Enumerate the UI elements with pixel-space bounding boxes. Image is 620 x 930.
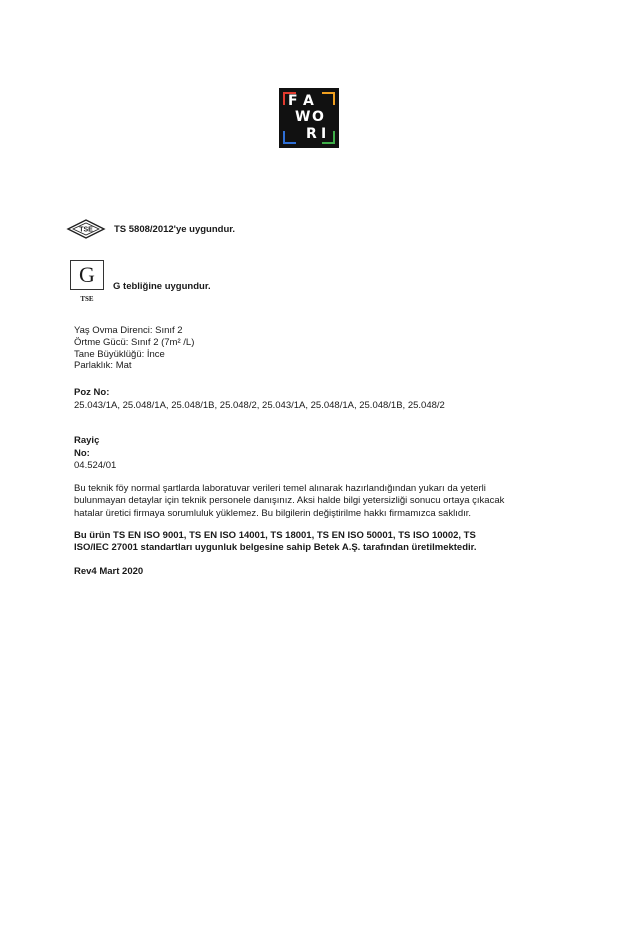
g-mark-letter: G — [79, 262, 95, 287]
rayic-heading-line: No: — [74, 447, 90, 459]
poz-heading: Poz No: — [74, 387, 110, 398]
g-mark-caption: TSE — [80, 295, 94, 303]
revision-label: Rev4 Mart 2020 — [74, 566, 144, 577]
property-line: Yaş Ovma Direnci: Sınıf 2 — [74, 325, 183, 336]
properties-list — [74, 325, 194, 372]
fawori-logo — [279, 88, 339, 148]
g-mark — [70, 260, 104, 290]
tse-logo-icon — [66, 217, 106, 241]
rayic-heading — [74, 435, 99, 460]
tse-compliance-line — [66, 216, 235, 242]
tse-logo-text: TSE — [79, 226, 93, 234]
disclaimer-line: Bu teknik föy normal şartlarda laboratuvar verileri temel alınarak hazırlandığından yukarı da yeterli — [74, 483, 486, 494]
logo-letter: O — [312, 109, 324, 125]
poz-value: 25.043/1A, 25.048/1A, 25.048/1B, 25.048/2, 25.043/1A, 25.048/1A, 25.048/1B, 25.048/2 — [74, 400, 445, 411]
tse-compliance-text: TS 5808/2012'ye uygundur. — [114, 223, 236, 235]
certification-line: ISO/IEC 27001 standartları uygunluk belgesine sahip Betek A.Ş. tarafından üretilmektedir. — [74, 542, 477, 554]
property-line: Örtme Gücü: Sınıf 2 (7m² /L) — [74, 336, 195, 348]
disclaimer-line: hatalar üretici firmaya sorumluluk yüklemez. Bu bilgilerin değiştirilme hakkı firmamızca saklıdır. — [74, 507, 472, 519]
certification-line: Bu ürün TS EN ISO 9001, TS EN ISO 14001, TS 18001, TS EN ISO 50001, TS ISO 10002, TS — [74, 530, 476, 541]
logo-letter: A — [303, 93, 314, 109]
disclaimer-line: bulunmayan detaylar için teknik personele danışınız. Aksi halde bilgi yetersizliği sonucu ortaya çıkacak — [74, 495, 505, 507]
g-compliance-text: G tebliğine uygundur. — [113, 281, 211, 292]
logo-letter: W — [295, 109, 311, 125]
logo-letter: R — [306, 126, 317, 142]
property-line: Tane Büyüklüğü: İnce — [74, 348, 165, 360]
logo-letter: I — [321, 126, 327, 142]
disclaimer-paragraph — [74, 483, 554, 520]
logo-letter: F — [288, 93, 298, 109]
rayic-value: 04.524/01 — [74, 460, 117, 471]
rayic-heading-line: Rayiç — [74, 435, 100, 446]
certification-paragraph — [74, 530, 554, 555]
property-line: Parlaklık: Mat — [74, 360, 132, 372]
